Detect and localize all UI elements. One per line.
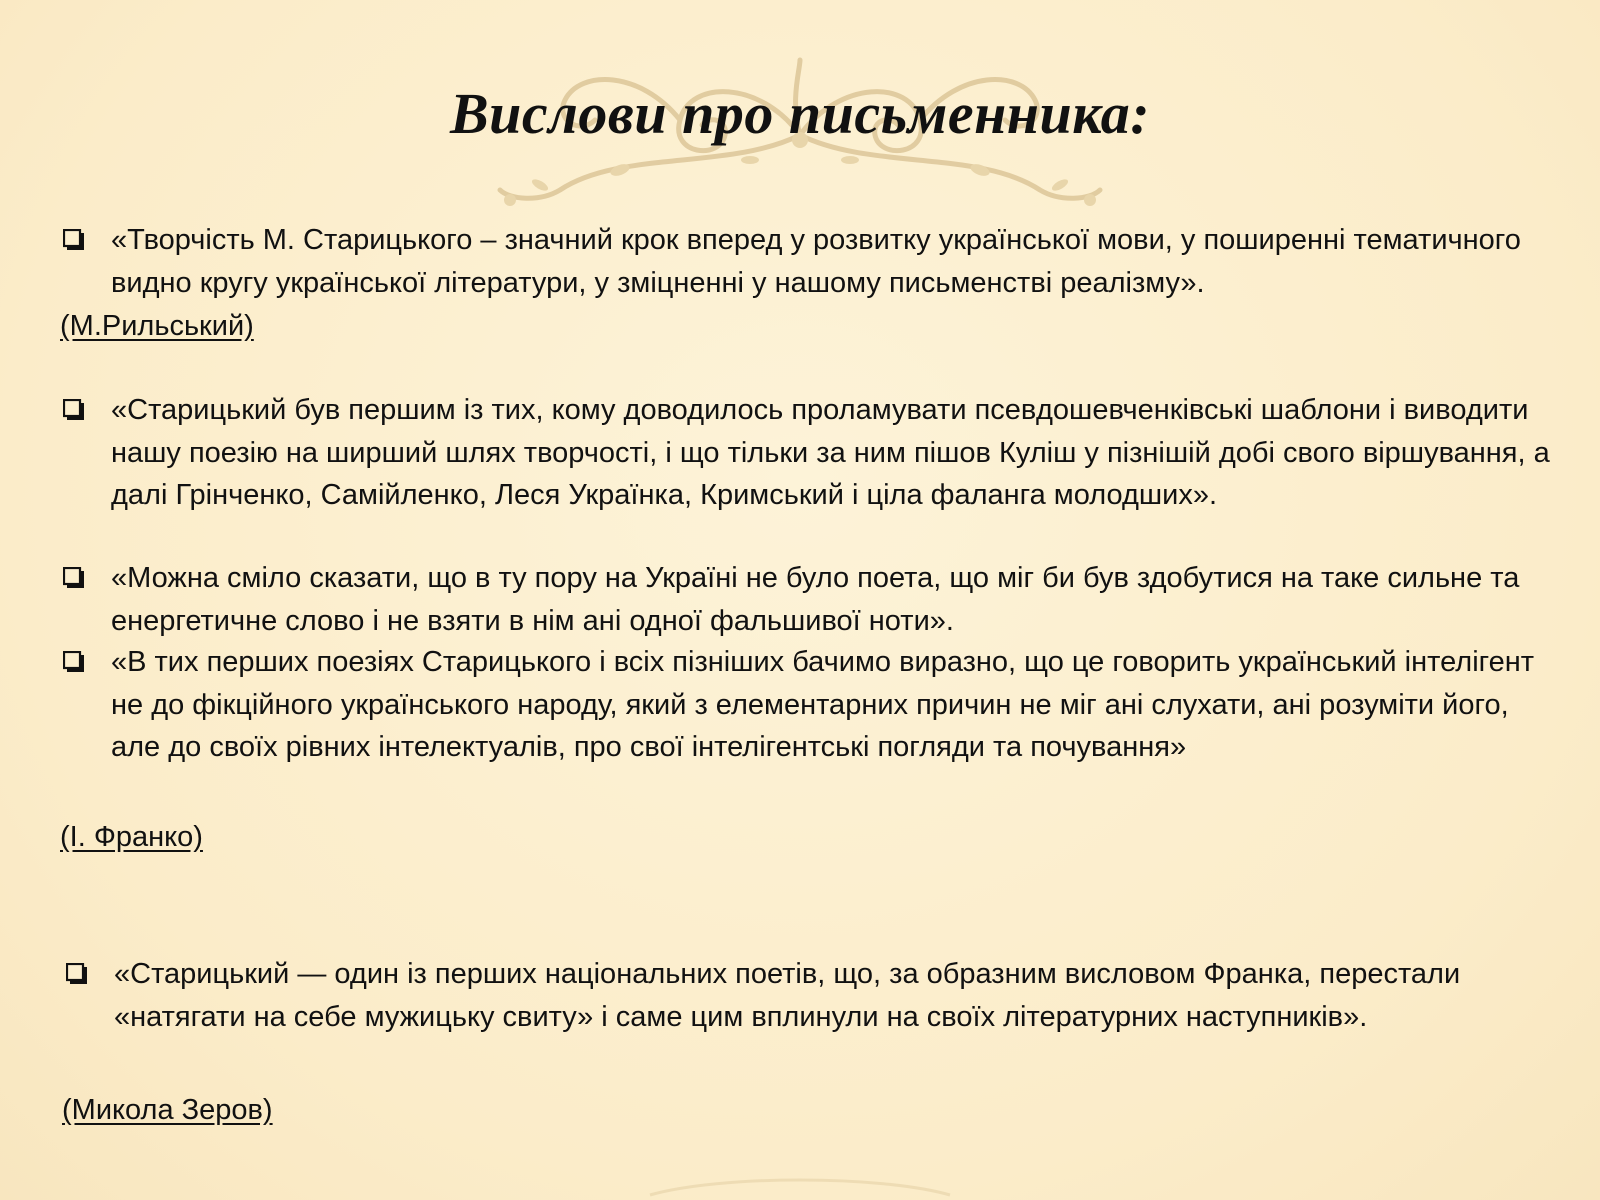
quote-text: «Творчість М. Старицького – значний крок вперед у розвитку української мови, у поширенні тематичного видно кругу української літератури, у зміцненні у нашому письменстві реалізму».: [111, 224, 1521, 299]
quote-text: «В тих перших поезіях Старицького і всіх пізніших бачимо виразно, що це говорить український інтелігент не до фікційного українського народу, який з елементарних причин не міг ані слухати, ані розуміти його, але до своїх рівних інтелектуалів, про свої інтелігентські погляди та почування»: [111, 646, 1534, 763]
quote-item: [63, 389, 1561, 517]
checkbox-bullet-icon: [63, 399, 85, 417]
quote-text: «Старицький — один із перших національних поетів, що, за образним висловом Франка, перестали «натягати на себе мужицьку свиту» і саме цим вплинули на своїх літературних наступників».: [114, 958, 1461, 1033]
quote-item: [66, 953, 1514, 1038]
quote-text: «Можна сміло сказати, що в ту пору на Україні не було поета, що міг би був здобутися на таке сильне та енергетичне слово і не взяти в нім ані одної фальшивої ноти».: [111, 562, 1520, 637]
quote-author: (Микола Зеров): [62, 1094, 273, 1126]
quote-author: (І. Франко): [60, 821, 203, 853]
checkbox-bullet-icon: [63, 229, 85, 247]
quote-text: «Старицький був першим із тих, кому доводилось проламувати псевдошевченківські шаблони і виводити нашу поезію на ширший шлях творчості, і що тільки за ним пішов Куліш у пізнішій добі свого віршування, а далі Грінченко, Самійленко, Леся Українка, Кримський і ціла фаланга молодших».: [111, 394, 1550, 511]
quote-item: [63, 641, 1561, 769]
quote-item: [63, 219, 1561, 304]
checkbox-bullet-icon: [63, 651, 85, 669]
slide-title: Вислови про письменника:: [449, 81, 1151, 146]
bottom-ornament: [640, 1175, 960, 1200]
checkbox-bullet-icon: [63, 567, 85, 585]
checkbox-bullet-icon: [66, 963, 88, 981]
quote-author: (М.Рильський): [60, 310, 254, 342]
quote-item: [63, 557, 1561, 642]
